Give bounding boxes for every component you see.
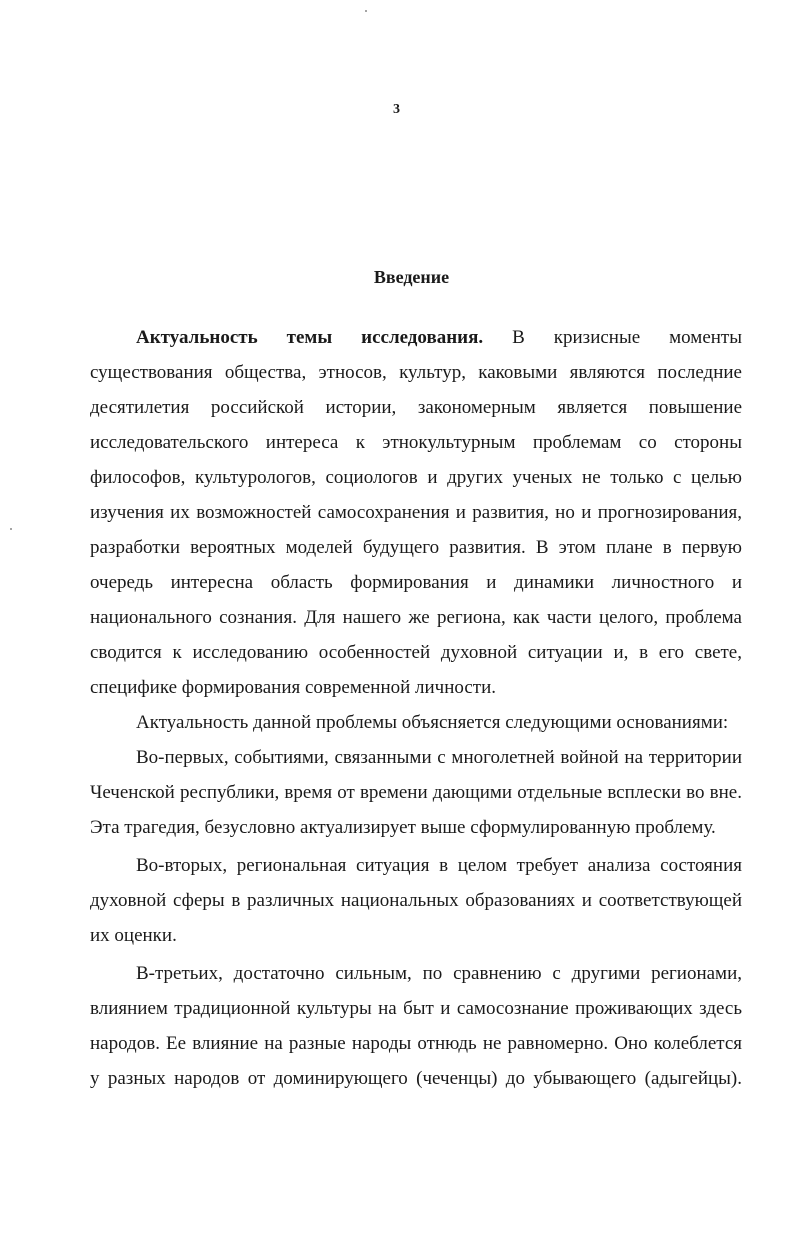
paragraph-first: Во-первых, событиями, связанными с многолетней войной на территории Чеченской республики, время от времени дающими отдельные всплески во вне. Эта трагедия, безусловно актуализирует выше сформулированную проблему.	[90, 747, 742, 838]
page-title: Введение	[373, 267, 450, 287]
paragraph-grounds: Актуальность данной проблемы объясняется следующими основаниями:	[136, 712, 729, 733]
paragraph-third: В-третьих, достаточно сильным, по сравнению с другими регионами, влиянием традиционной культуры на быт и самосознание проживающих здесь народов. Ее влияние на разные народы отнюдь не равномерно. Оно колеблется у разных народов от доминирующего (чеченцы) до убывающего (адыгейцы).	[90, 963, 742, 1089]
scan-speck	[10, 528, 12, 530]
paragraph-text: В кризисные моменты существования общества, этносов, культур, каковыми являются последние десятилетия российской истории, закономерным является повышение исследовательского интереса к этнокультурным проблемам со стороны философов, культурологов, социологов и других ученых не только с целью изучения их возможностей самосохранения и развития, но и прогнозирования, разработки вероятных моделей будущего развития. В этом плане в первую очередь интересна область формирования и динамики личностного и национального сознания. Для нашего же региона, как части целого, проблема сводится к исследованию особенностей духовной ситуации и, в его свете, специфике формирования современной личности.	[90, 327, 743, 698]
scan-speck	[365, 10, 367, 12]
paragraph-second: Во-вторых, региональная ситуация в целом требует анализа состояния духовной сферы в различных национальных образованиях и соответствующей их оценки.	[90, 855, 742, 946]
body-text	[90, 320, 742, 1096]
paragraph-relevance	[90, 320, 742, 705]
page-number: 3	[393, 102, 400, 117]
paragraph-lead: Актуальность темы исследования.	[136, 327, 484, 348]
